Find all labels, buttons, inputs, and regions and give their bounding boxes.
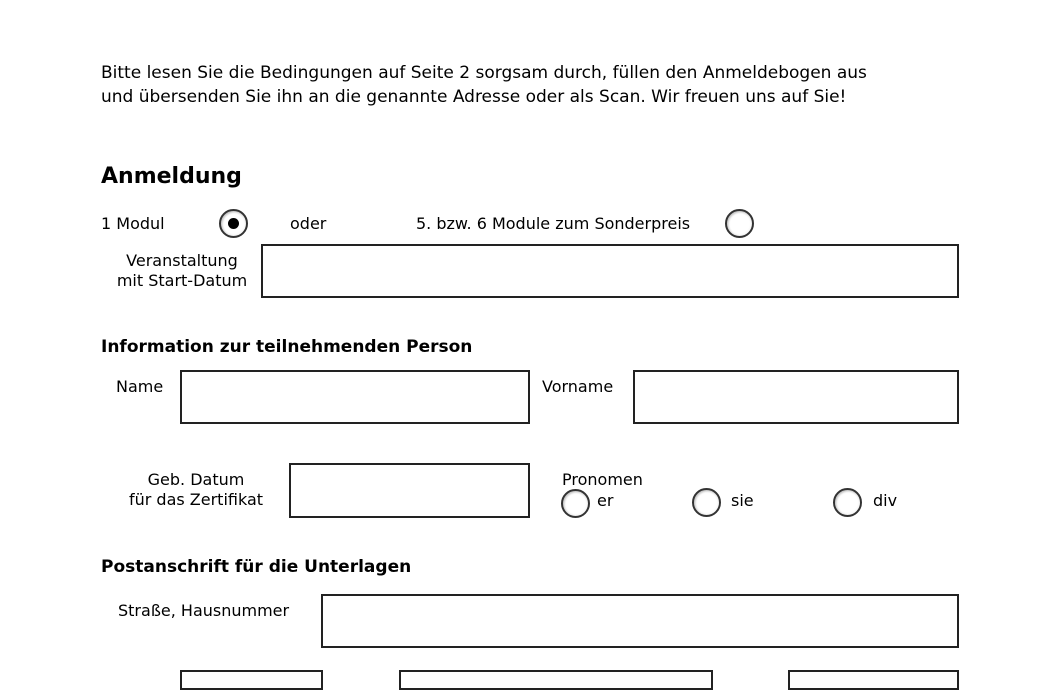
name-input[interactable] <box>180 370 530 424</box>
city-input[interactable] <box>399 670 713 690</box>
event-input[interactable] <box>261 244 959 298</box>
pronoun-sie-label: sie <box>731 491 754 510</box>
event-label-line-2: mit Start-Datum <box>116 271 248 290</box>
birth-date-input[interactable] <box>289 463 530 518</box>
pronoun-er-label: er <box>597 491 614 510</box>
intro-line-2: und übersenden Sie ihn an die genannte Adresse oder als Scan. Wir freuen uns auf Sie! <box>101 87 847 107</box>
event-label <box>104 251 260 291</box>
pronoun-sie-radio[interactable] <box>692 488 721 517</box>
one-module-radio[interactable] <box>219 209 248 238</box>
firstname-label: Vorname <box>542 377 614 396</box>
intro-text <box>101 61 867 109</box>
country-input[interactable] <box>788 670 959 690</box>
name-label: Name <box>116 377 164 396</box>
zip-input[interactable] <box>180 670 323 690</box>
event-label-line-1: Veranstaltung <box>126 251 238 270</box>
intro-line-1: Bitte lesen Sie die Bedingungen auf Seite 2 sorgsam durch, füllen den Anmeldebogen aus <box>101 63 867 83</box>
radio-selected-dot <box>228 218 239 229</box>
bundle-label: 5. bzw. 6 Module zum Sonderpreis <box>416 214 691 233</box>
registration-heading: Anmeldung <box>101 164 242 189</box>
or-label: oder <box>290 214 327 233</box>
pronoun-div-radio[interactable] <box>833 488 862 517</box>
bundle-radio[interactable] <box>725 209 754 238</box>
pronoun-div-label: div <box>873 491 898 510</box>
one-module-label: 1 Modul <box>101 214 165 233</box>
birth-label-line-1: Geb. Datum <box>147 470 245 489</box>
person-heading: Information zur teilnehmenden Person <box>101 337 473 357</box>
street-input[interactable] <box>321 594 959 648</box>
firstname-input[interactable] <box>633 370 959 424</box>
street-label: Straße, Hausnummer <box>118 601 290 620</box>
pronoun-er-radio[interactable] <box>561 489 590 518</box>
birth-label <box>112 470 280 510</box>
pronoun-label: Pronomen <box>562 470 643 489</box>
birth-label-line-2: für das Zertifikat <box>128 490 264 509</box>
address-heading: Postanschrift für die Unterlagen <box>101 557 412 577</box>
